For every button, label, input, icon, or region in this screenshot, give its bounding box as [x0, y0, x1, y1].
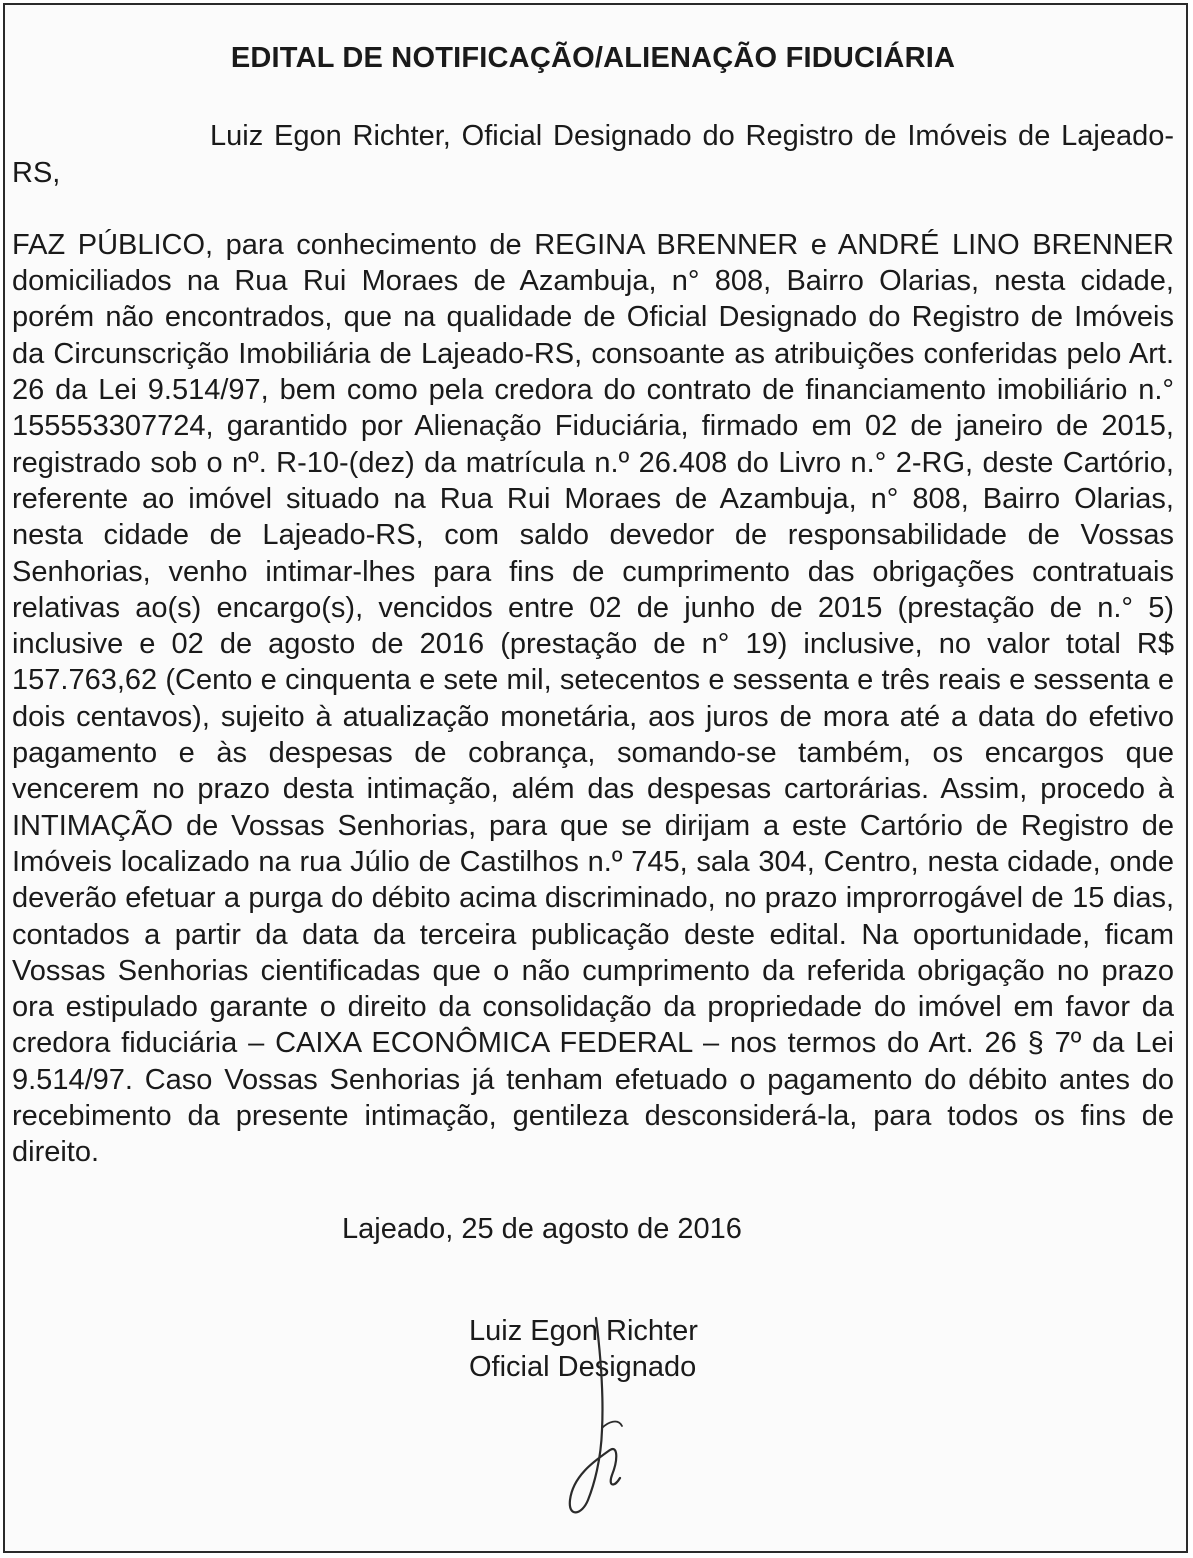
place-date: Lajeado, 25 de agosto de 2016 [342, 1212, 742, 1245]
body-paragraph: FAZ PÚBLICO, para conhecimento de REGINA BRENNER e ANDRÉ LINO BRENNER domiciliados na Rua Rui Moraes de Azambuja, n° 808, Bairro Olarias, nesta cidade, porém não encontrados, que na qualidade de Oficial Designado do Registro de Imóveis da Circunscrição Imobiliária de Lajeado-RS, consoante as atribuições conferidas pelo Art. 26 da Lei 9.514/97, bem como pela credora do contrato de financiamento imobiliário n.° 155553307724, garantido por Alienação Fiduciária, firmado em 02 de janeiro de 2015, registrado sob o nº. R-10-(dez) da matrícula n.º 26.408 do Livro n.° 2-RG, deste Cartório, referente ao imóvel situado na Rua Rui Moraes de Azambuja, n° 808, Bairro Olarias, nesta cidade de Lajeado-RS, com saldo devedor de responsabilidade de Vossas Senhorias, venho intimar-lhes para fins de cumprimento das obrigações contratuais relativas ao(s) encargo(s), vencidos entre 02 de junho de 2015 (prestação de n.° 5) inclusive e 02 de agosto de 2016 (prestação de n° 19) inclusive, no valor total R$ 157.763,62 (Cento e cinquenta e sete mil, setecentos e sessenta e três reais e sessenta e dois centavos), sujeito à atualização monetária, aos juros de mora até a data do efetivo pagamento e às despesas de cobrança, somando-se também, os encargos que vencerem no prazo desta intimação, além das despesas cartorárias. Assim, procedo à INTIMAÇÃO de Vossas Senhorias, para que se dirijam a este Cartório de Registro de Imóveis localizado na rua Júlio de Castilhos n.º 745, sala 304, Centro, nesta cidade, onde deverão efetuar a purga do débito acima discriminado, no prazo improrrogável de 15 dias, contados a partir da data da terceira publicação deste edital. Na oportunidade, ficam Vossas Senhorias cientificadas que o não cumprimento da referida obrigação no prazo ora estipulado garante o direito da consolidação da propriedade do imóvel em favor da credora fiduciária – CAIXA ECONÔMICA FEDERAL – nos termos do Art. 26 § 7º da Lei 9.514/97. Caso Vossas Senhorias já tenham efetuado o pagamento do débito antes do recebimento da presente intimação, gentileza desconsiderá-la, para todos os fins de direito. [12, 228, 1174, 1169]
signature-block [12, 1313, 1174, 1385]
edital-document [12, 40, 1174, 1385]
signer-name: Luiz Egon Richter [469, 1314, 698, 1347]
signer-role: Oficial Designado [469, 1350, 697, 1383]
intro-paragraph: Luiz Egon Richter, Oficial Designado do Registro de Imóveis de Lajeado-RS, [12, 120, 1174, 189]
paragraph-gap [12, 191, 1174, 227]
document-title: EDITAL DE NOTIFICAÇÃO/ALIENAÇÃO FIDUCIÁRIA [230, 42, 956, 74]
